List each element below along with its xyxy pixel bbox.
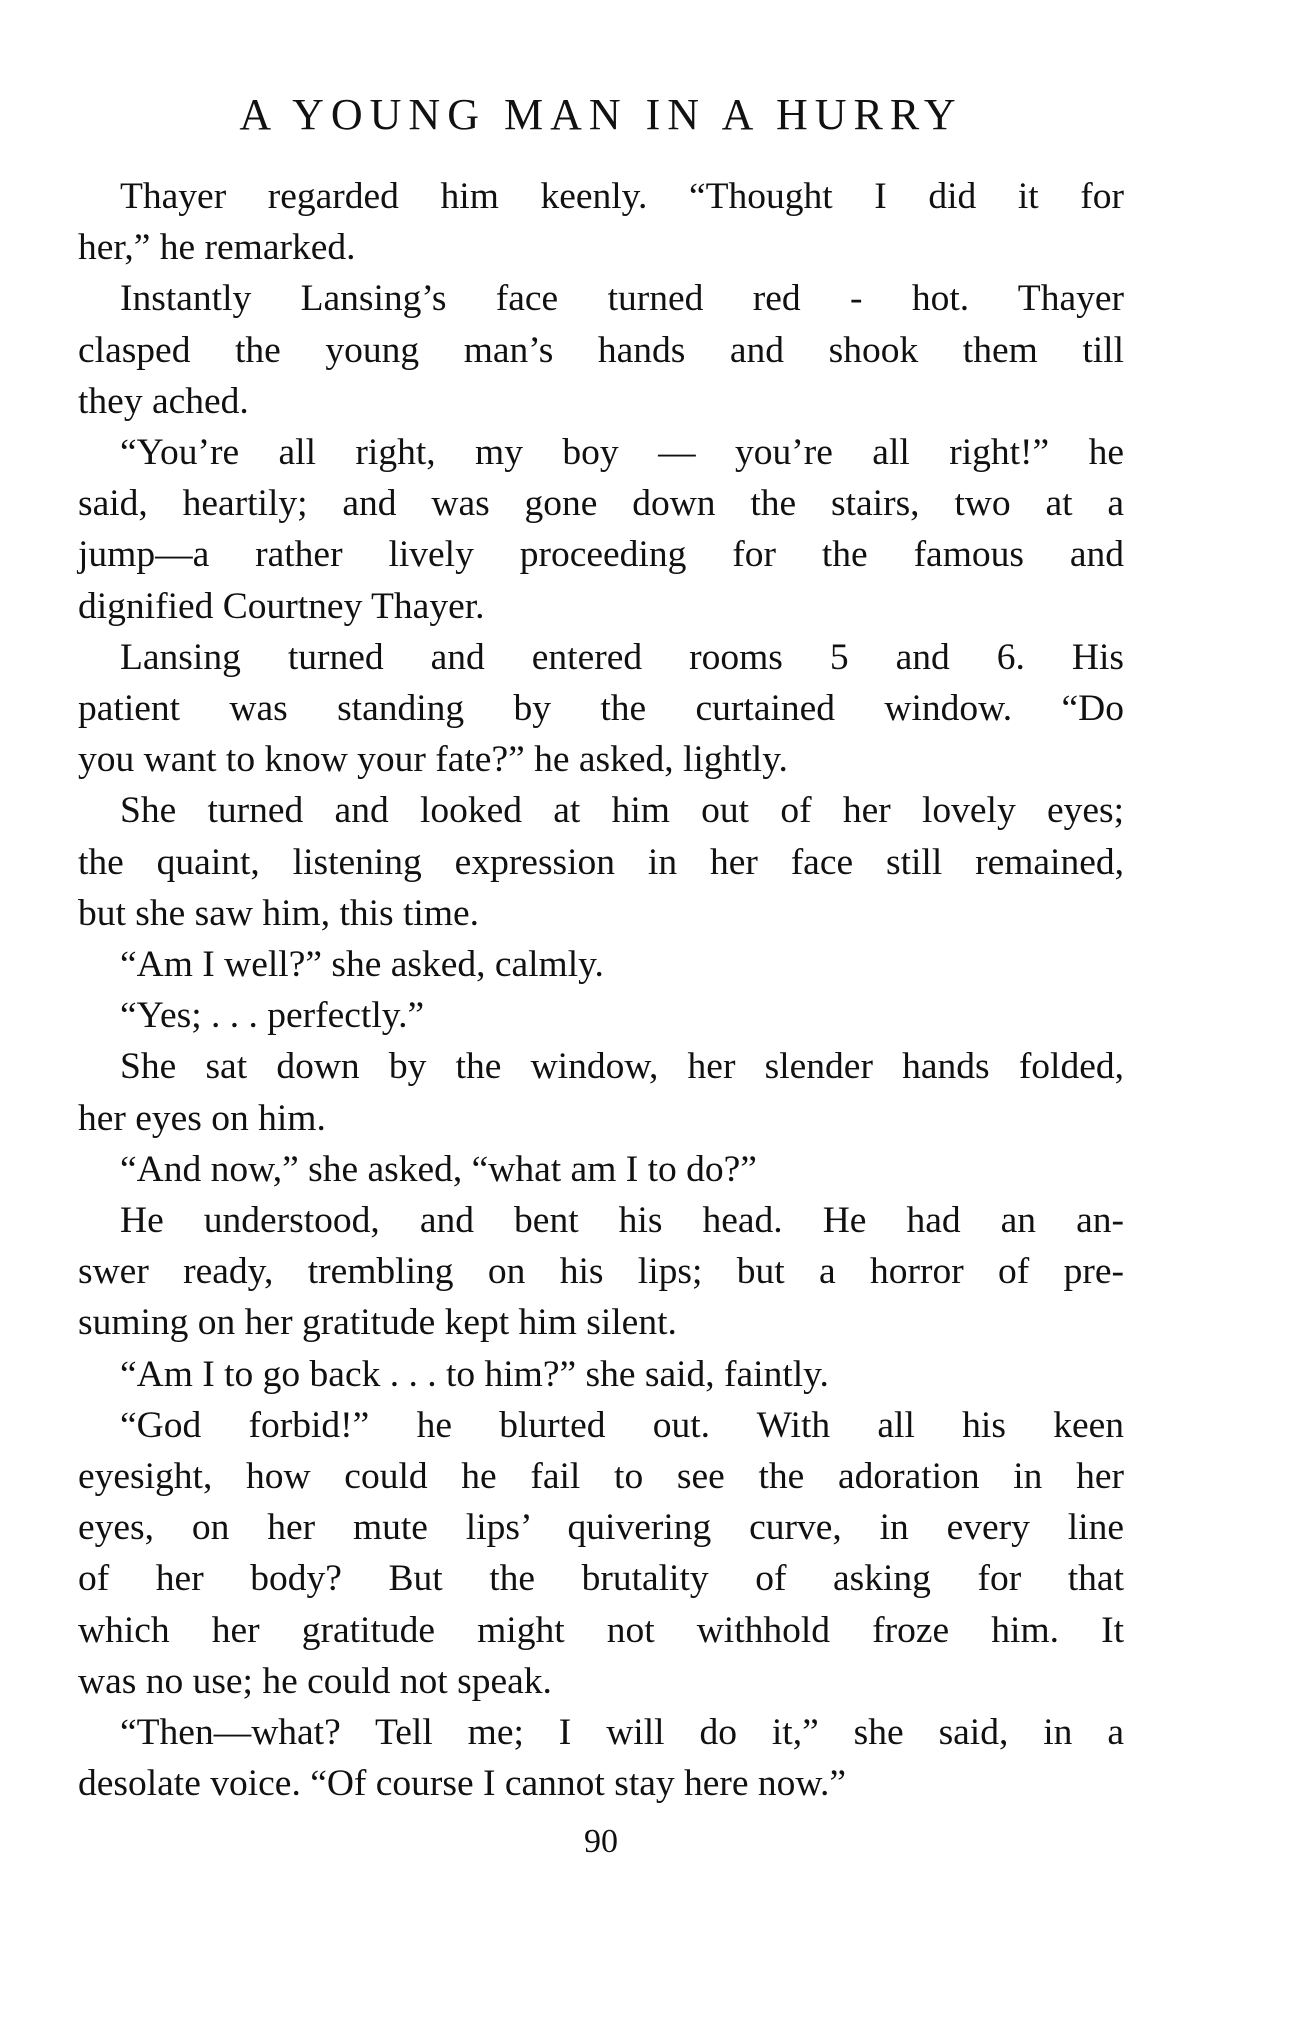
body-text	[78, 171, 1124, 1810]
text-line: patient was standing by the curtained window. “Do	[78, 688, 1124, 730]
text-line: they ached.	[78, 380, 249, 422]
text-line: of her body? But the brutality of asking for that	[78, 1558, 1124, 1600]
running-head: A YOUNG MAN IN A HURRY	[239, 90, 963, 139]
text-line: her,” he remarked.	[78, 227, 356, 269]
text-line: eyesight, how could he fail to see the adoration in her	[78, 1456, 1124, 1498]
text-line: “God forbid!” he blurted out. With all his keen	[120, 1404, 1124, 1446]
page-number: 90	[584, 1823, 618, 1860]
text-line: Lansing turned and entered rooms 5 and 6. His	[120, 636, 1124, 678]
text-line: desolate voice. “Of course I cannot stay here now.”	[78, 1763, 847, 1805]
text-line: swer ready, trembling on his lips; but a horror of pre-	[78, 1251, 1124, 1293]
text-line: but she saw him, this time.	[78, 892, 480, 934]
text-line: which her gratitude might not withhold froze him. It	[78, 1609, 1124, 1651]
text-line: “Am I well?” she asked, calmly.	[120, 944, 604, 986]
text-line: jump—a rather lively proceeding for the famous and	[78, 534, 1124, 576]
text-line: He understood, and bent his head. He had an an-	[120, 1200, 1124, 1242]
text-line: her eyes on him.	[78, 1097, 326, 1139]
text-line: dignified Courtney Thayer.	[78, 585, 485, 627]
text-line: you want to know your fate?” he asked, lightly.	[78, 739, 788, 781]
text-line: “Yes; . . . perfectly.”	[120, 995, 425, 1037]
text-line: said, heartily; and was gone down the stairs, two at a	[78, 483, 1124, 525]
text-line: Thayer regarded him keenly. “Thought I did it for	[120, 176, 1124, 217]
text-line: She turned and looked at him out of her lovely eyes;	[120, 790, 1124, 832]
text-line: suming on her gratitude kept him silent.	[78, 1302, 677, 1344]
text-line: “And now,” she asked, “what am I to do?”	[120, 1148, 757, 1190]
text-line: “Am I to go back . . . to him?” she said, faintly.	[120, 1353, 829, 1395]
text-line: She sat down by the window, her slender hands folded,	[120, 1046, 1124, 1088]
text-line: was no use; he could not speak.	[78, 1660, 552, 1702]
text-line: “You’re all right, my boy — you’re all right!” he	[120, 432, 1124, 474]
text-line: Instantly Lansing’s face turned red - hot. Thayer	[120, 278, 1124, 320]
text-line: the quaint, listening expression in her face still remained,	[78, 841, 1124, 883]
text-line: clasped the young man’s hands and shook them till	[78, 329, 1124, 371]
book-page	[78, 0, 1124, 2027]
text-line: eyes, on her mute lips’ quivering curve, in every line	[78, 1507, 1124, 1549]
text-line: “Then—what? Tell me; I will do it,” she said, in a	[120, 1712, 1124, 1754]
